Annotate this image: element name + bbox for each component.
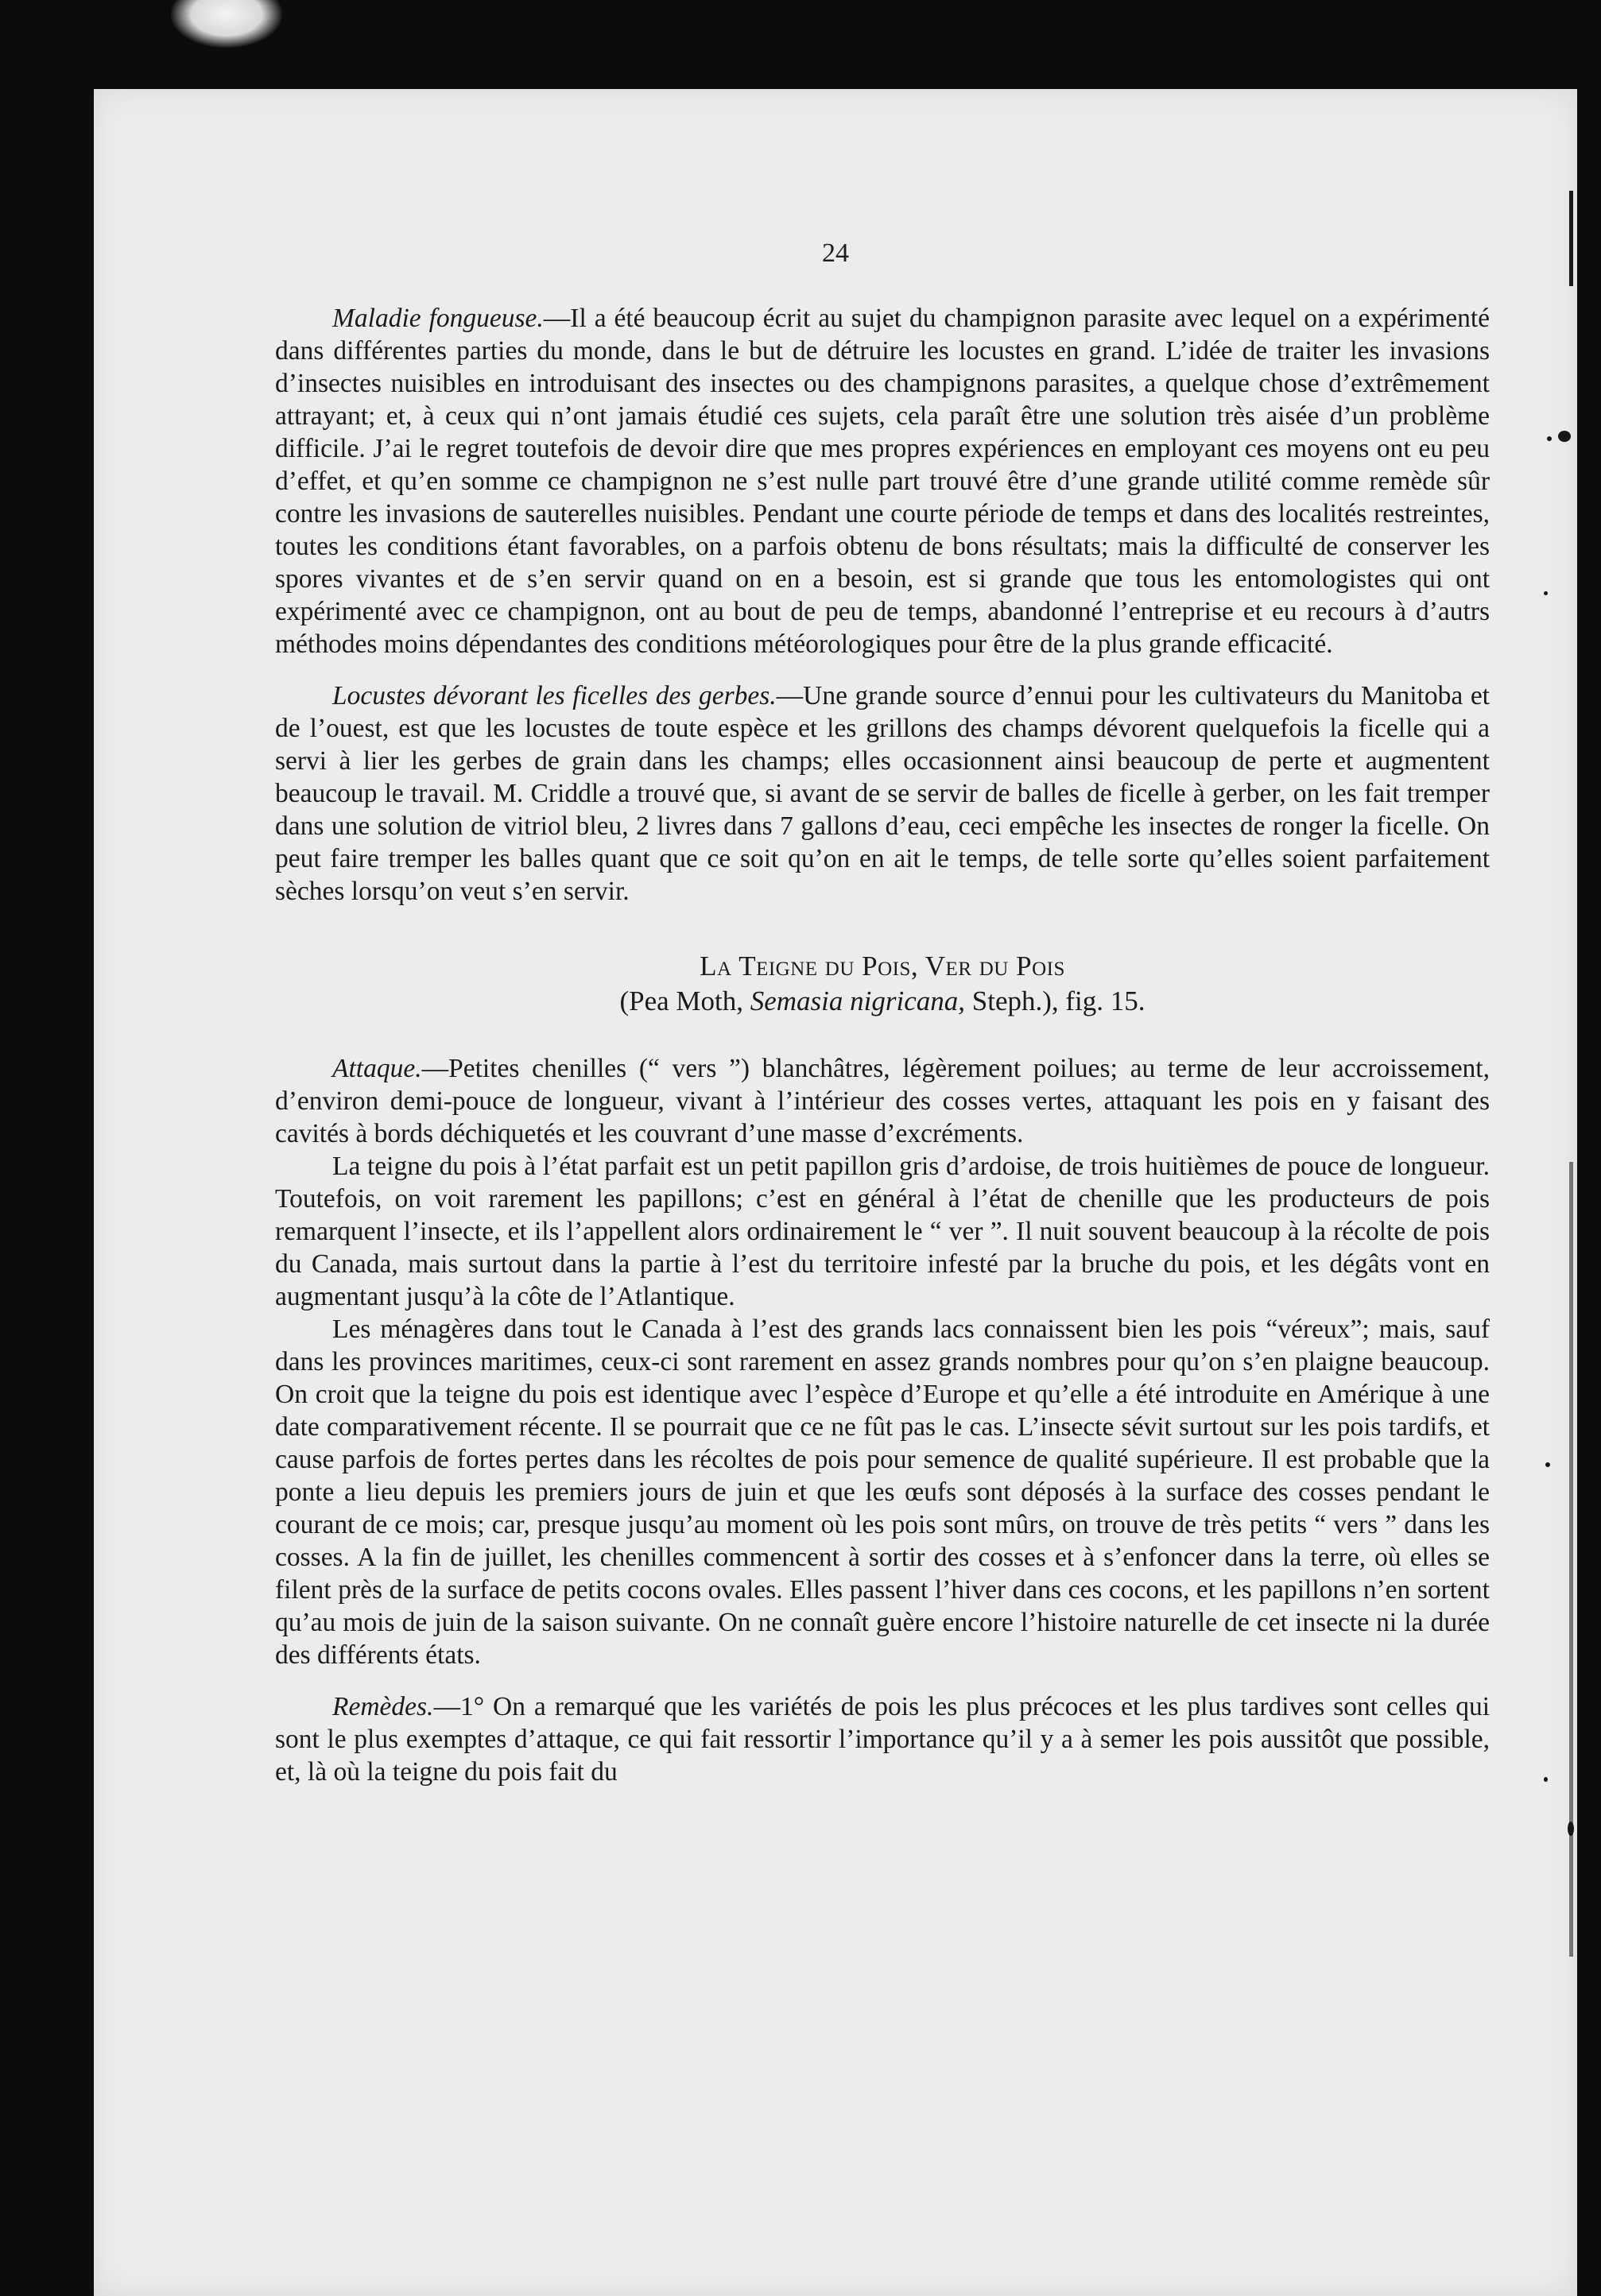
scan-speck (1544, 1777, 1548, 1782)
paragraph-maladie-fongueuse (275, 302, 1490, 660)
paragraph-attaque (275, 1052, 1490, 1150)
document-page (94, 89, 1577, 2296)
paragraph-label: Maladie fongueuse. (332, 304, 544, 333)
scan-mark (1569, 191, 1573, 286)
page-number: 24 (822, 238, 849, 268)
scan-speck (1568, 1822, 1574, 1836)
subtitle-part: Steph.), fig. 15. (965, 985, 1146, 1016)
paragraph-label: Locustes dévorant les ficelles des gerbes. (332, 681, 777, 710)
scan-speck (1544, 591, 1548, 595)
paragraph-text: —Il a été beaucoup écrit au sujet du champignon parasite avec lequel on a expérimenté dans différentes parties du monde, dans le but de détruire les locustes en grand. L’idée de traiter les invasions d’insectes nuisibles en introduisant des insectes ou des champignons parasites, a quelque chose d’extrêmement attrayant; et, à ceux qui n’ont jamais étudié ces sujets, cela paraît être une solution très aisée d’un problème difficile. J’ai le regret toutefois de devoir dire que mes propres expériences en employant ces moyens ont eu peu d’effet, et qu’en somme ce champignon ne s’est nulle part trouvé être d’une grande utilité comme remède sûr contre les invasions de sauterelles nuisibles. Pendant une courte période de temps et dans des localités restreintes, toutes les conditions étant favorables, on a parfois obtenu de bons résultats; mais la difficulté de conserver les spores vivantes et de s’en servir quand on en a besoin, est si grande que tous les entomologistes qui ont expérimenté avec ce champignon, ont au bout de peu de temps, abandonné l’entreprise et eu recours à d’autrs méthodes moins dépendantes des conditions météorologiques pour être de la plus grande efficacité. (275, 304, 1490, 659)
paragraph-teigne (275, 1150, 1490, 1313)
paragraph-label: Attaque. (332, 1054, 422, 1083)
subtitle-species: Semasia nigricana, (750, 985, 966, 1016)
paragraph-text: La teigne du pois à l’état parfait est un petit papillon gris d’ardoise, de trois huitièmes de pouce de longueur. Toutefois, on voit rarement les papillons; c’est en général à l’état de chenille que les producteurs de pois remarquent l’insecte, et ils l’appellent alors ordinairement le “ ver ”. Il nuit souvent beaucoup à la récolte de pois du Canada, mais surtout dans la partie à l’est du territoire infesté par la bruche du pois, et les dégâts vont en augmentant jusqu’à la côte de l’Atlantique. (275, 1152, 1490, 1311)
section-title: La Teigne du Pois, Ver du Pois (700, 951, 1065, 982)
paragraph-label: Remèdes. (332, 1692, 434, 1721)
corner-blot (171, 0, 282, 48)
paragraph-text: —Petites chenilles (“ vers ”) blanchâtres, légèrement poilues; au terme de leur accroissement, d’environ demi-pouce de longueur, vivant à l’intérieur des cosses vertes, attaquant les pois en y faisant des cavités à bords déchiquetés et les couvrant d’une masse d’excréments. (275, 1054, 1490, 1148)
scan-speck (1558, 431, 1571, 442)
paragraph-remedes (275, 1690, 1490, 1788)
scan-mark (1569, 1162, 1573, 1957)
section-heading (275, 949, 1490, 1019)
scan-speck (1545, 1462, 1550, 1467)
scan-speck (1547, 436, 1552, 441)
section-subtitle (275, 984, 1490, 1019)
subtitle-part: (Pea Moth, (619, 985, 750, 1016)
paragraph-text: Les ménagères dans tout le Canada à l’est des grands lacs connaissent bien les pois “véreux”; mais, sauf dans les provinces maritimes, ceux-ci sont rarement en assez grands nombres pour qu’on s’en plaigne beaucoup. On croit que la teigne du pois est identique avec l’espèce d’Europe et qu’elle a été introduite en Amérique à une date comparativement récente. Il se pourrait que ce ne fût pas le cas. L’insecte sévit surtout sur les pois tardifs, et cause parfois de fortes pertes dans les récoltes de pois pour semence de qualité supérieure. Il est probable que la ponte a lieu depuis les premiers jours de juin et que les œufs sont déposés à la surface des cosses pendant le courant de ce mois; car, presque jusqu’au moment où les pois sont mûrs, on trouve de très petits “ vers ” dans les cosses. A la fin de juillet, les chenilles commencent à sortir des cosses et à s’enfoncer dans la terre, où elles se filent près de la surface de petits cocons ovales. Elles passent l’hiver dans ces cocons, et les papillons n’en sortent qu’au mois de juin de la saison suivante. On ne connaît guère encore l’histoire naturelle de cet insecte ni la durée des différents états. (275, 1314, 1490, 1670)
paragraph-ficelles (275, 680, 1490, 908)
body-text (275, 302, 1490, 1807)
paragraph-text: —1° On a remarqué que les variétés de pois les plus précoces et les plus tardives sont celles qui sont le plus exemptes d’attaque, ce qui fait ressortir l’importance qu’il y a à semer les pois aussitôt que possible, et, là où la teigne du pois fait du (275, 1692, 1490, 1787)
paragraph-text: —Une grande source d’ennui pour les cultivateurs du Manitoba et de l’ouest, est que les locustes de toute espèce et les grillons des champs dévorent quelquefois la ficelle qui a servi à lier les gerbes de grain dans les champs; elles occasionnent ainsi beaucoup de perte et augmentent beaucoup le travail. M. Criddle a trouvé que, si avant de se servir de balles de ficelle à gerber, on les fait tremper dans une solution de vitriol bleu, 2 livres dans 7 gallons d’eau, ceci empêche les insectes de ronger la ficelle. On peut faire tremper les balles quant que ce soit qu’on en ait le temps, de telle sorte qu’elles soient parfaitement sèches lorsqu’on veut s’en servir. (275, 681, 1490, 906)
paragraph-menageres (275, 1313, 1490, 1671)
